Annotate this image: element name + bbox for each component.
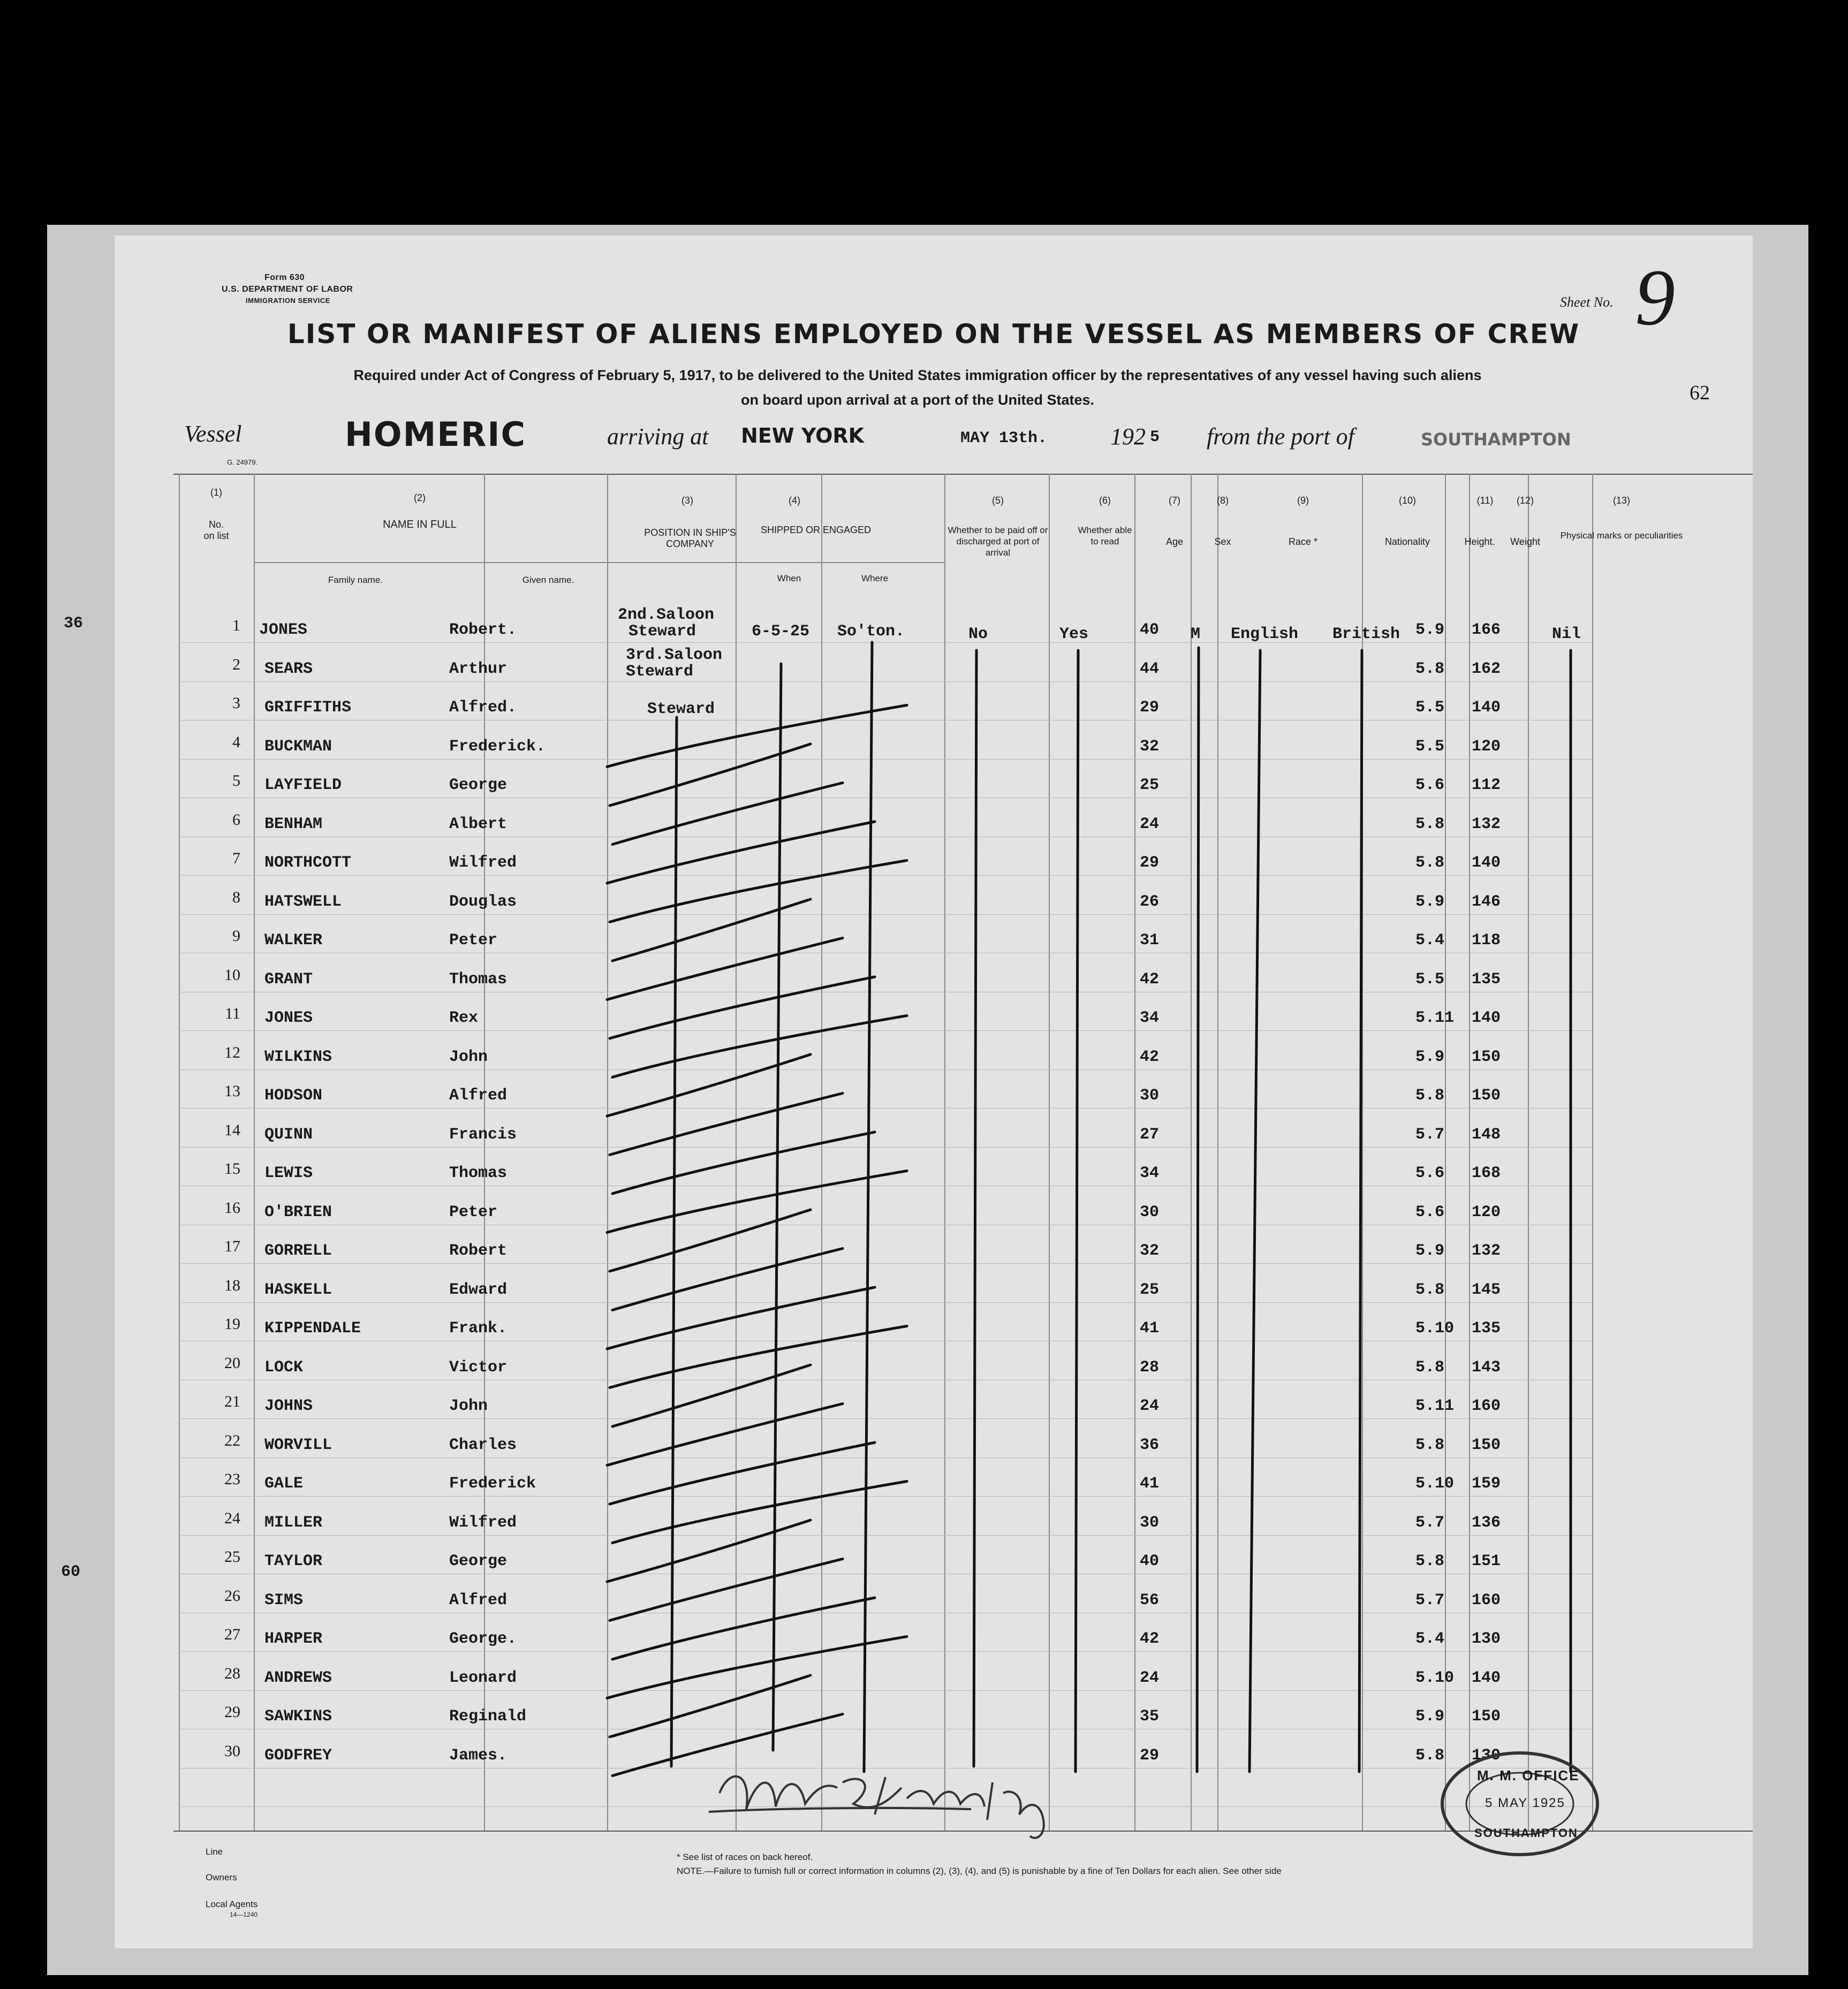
row-23-age: 41 xyxy=(1140,1475,1160,1493)
row-21-given: John xyxy=(449,1397,488,1415)
row-2-family: SEARS xyxy=(264,659,313,678)
row-3-position: Steward xyxy=(647,700,715,718)
row-2-given: Arthur xyxy=(449,659,508,678)
row-13-age: 30 xyxy=(1140,1087,1160,1105)
row-2-weight: 162 xyxy=(1472,659,1501,678)
row-13-weight: 150 xyxy=(1472,1087,1501,1105)
row-7-given: Wilfred xyxy=(449,854,517,872)
row-2-position-line-2: Steward xyxy=(626,663,694,681)
margin-note-top: 36 xyxy=(64,614,84,633)
row-30-family: GODFREY xyxy=(264,1746,332,1765)
when-header: When xyxy=(777,573,801,583)
row-25-no: 25 xyxy=(224,1548,240,1566)
row-4-height: 5.5 xyxy=(1415,737,1445,756)
row-13-no: 13 xyxy=(224,1082,240,1100)
row-29-height: 5.9 xyxy=(1415,1707,1445,1726)
footer-owners-label: Owners xyxy=(206,1872,237,1882)
row-10-age: 42 xyxy=(1140,970,1160,989)
row-26-height: 5.7 xyxy=(1415,1591,1445,1610)
row-8-given: Douglas xyxy=(449,892,517,911)
row-22-height: 5.8 xyxy=(1415,1436,1445,1454)
row-18-age: 25 xyxy=(1140,1280,1160,1299)
row-4-age: 32 xyxy=(1140,737,1160,756)
row-16-no: 16 xyxy=(224,1198,240,1217)
col-12-number: (12) xyxy=(1516,495,1534,506)
row-3-given: Alfred. xyxy=(449,699,517,717)
row-6-height: 5.8 xyxy=(1415,815,1445,833)
row-7-no: 7 xyxy=(232,849,240,867)
row-28-given: Leonard xyxy=(449,1668,517,1687)
col-3-header: POSITION IN SHIP'S COMPANY xyxy=(644,527,736,549)
row-9-given: Peter xyxy=(449,931,498,950)
row-5-age: 25 xyxy=(1140,776,1160,794)
row-11-weight: 140 xyxy=(1472,1009,1501,1027)
row-15-no: 15 xyxy=(224,1160,240,1178)
row-5-no: 5 xyxy=(232,772,240,789)
row-3-age: 29 xyxy=(1140,699,1160,717)
row-3-weight: 140 xyxy=(1472,699,1501,717)
col-12-header: Weight xyxy=(1510,536,1540,547)
from-label: from the port of xyxy=(1207,423,1354,450)
col-10-number: (10) xyxy=(1398,495,1416,506)
row-22-no: 22 xyxy=(224,1431,240,1449)
row-27-height: 5.4 xyxy=(1415,1630,1445,1648)
row-1-height: 5.9 xyxy=(1415,621,1445,639)
row-1-paid-off: No xyxy=(968,625,988,643)
row-16-height: 5.6 xyxy=(1415,1203,1445,1221)
row-21-age: 24 xyxy=(1140,1397,1160,1415)
family-name-header: Family name. xyxy=(328,575,383,585)
manifest-sheet xyxy=(61,236,1753,1948)
ditto-marks xyxy=(115,236,1753,1948)
department-name: U.S. DEPARTMENT OF LABOR xyxy=(222,285,353,294)
row-15-age: 34 xyxy=(1140,1164,1160,1182)
row-1-able-to-read: Yes xyxy=(1059,625,1089,643)
row-17-age: 32 xyxy=(1140,1242,1160,1260)
row-22-weight: 150 xyxy=(1472,1436,1501,1454)
row-23-no: 23 xyxy=(224,1470,240,1488)
row-18-no: 18 xyxy=(224,1276,240,1294)
col-10-header: Nationality xyxy=(1384,536,1430,547)
col-5-number: (5) xyxy=(992,495,1004,506)
arrival-date: MAY 13th. xyxy=(960,429,1048,447)
row-14-given: Francis xyxy=(449,1125,517,1144)
row-19-age: 41 xyxy=(1140,1319,1160,1338)
row-13-family: HODSON xyxy=(264,1087,323,1105)
row-17-given: Robert xyxy=(449,1242,508,1260)
row-25-given: George xyxy=(449,1552,508,1570)
row-21-weight: 160 xyxy=(1472,1397,1501,1415)
row-1-shipped-when: 6-5-25 xyxy=(752,622,810,641)
row-1-position-line-2: Steward xyxy=(628,622,696,641)
where-header: Where xyxy=(861,573,889,583)
row-16-age: 30 xyxy=(1140,1203,1160,1221)
row-29-given: Reginald xyxy=(449,1707,527,1726)
col-4-number: (4) xyxy=(789,495,800,506)
row-20-given: Victor xyxy=(449,1358,508,1377)
row-12-family: WILKINS xyxy=(264,1047,332,1066)
col-11-number: (11) xyxy=(1476,495,1494,506)
row-7-family: NORTHCOTT xyxy=(264,854,352,872)
inspector-signature xyxy=(709,1777,1044,1838)
vessel-label: Vessel xyxy=(184,421,242,447)
row-1-no: 1 xyxy=(232,617,240,634)
row-21-height: 5.11 xyxy=(1415,1397,1455,1415)
row-27-age: 42 xyxy=(1140,1630,1160,1648)
row-11-no: 11 xyxy=(225,1005,240,1022)
row-18-height: 5.8 xyxy=(1415,1280,1445,1299)
col-13-number: (13) xyxy=(1612,495,1630,506)
row-17-height: 5.9 xyxy=(1415,1242,1445,1260)
subtitle-line-2: on board upon arrival at a port of the United States. xyxy=(740,392,1095,408)
row-26-given: Alfred xyxy=(449,1591,508,1610)
row-25-weight: 151 xyxy=(1472,1552,1501,1570)
row-11-family: JONES xyxy=(264,1009,313,1027)
row-15-given: Thomas xyxy=(449,1164,508,1182)
row-26-weight: 160 xyxy=(1472,1591,1501,1610)
row-18-family: HASKELL xyxy=(264,1280,332,1299)
row-18-given: Edward xyxy=(449,1280,508,1299)
stamp-bottom-text: SOUTHAMPTON xyxy=(1474,1826,1578,1840)
row-5-height: 5.6 xyxy=(1415,776,1445,794)
departure-port: SOUTHAMPTON xyxy=(1421,429,1571,450)
sheet-label: Sheet No. xyxy=(1560,294,1614,310)
row-10-weight: 135 xyxy=(1472,970,1501,989)
row-10-height: 5.5 xyxy=(1415,970,1445,989)
row-2-position-line-1: 3rd.Saloon xyxy=(626,646,723,664)
row-8-age: 26 xyxy=(1140,892,1160,911)
row-16-weight: 120 xyxy=(1472,1203,1501,1221)
row-10-no: 10 xyxy=(224,966,240,984)
row-3-family: GRIFFITHS xyxy=(264,699,352,717)
row-14-family: QUINN xyxy=(264,1125,313,1144)
stamp-date: 5 MAY 1925 xyxy=(1485,1796,1565,1810)
col-4-header: SHIPPED OR ENGAGED xyxy=(760,525,872,535)
row-17-weight: 132 xyxy=(1472,1242,1501,1260)
col-13-header: Physical marks or peculiarities xyxy=(1560,530,1683,541)
row-1-weight: 166 xyxy=(1472,621,1501,639)
row-24-height: 5.7 xyxy=(1415,1513,1445,1532)
row-2-age: 44 xyxy=(1140,659,1160,678)
row-2-height: 5.8 xyxy=(1415,659,1445,678)
row-1-nationality: British xyxy=(1332,625,1400,643)
row-20-no: 20 xyxy=(224,1354,240,1372)
row-4-weight: 120 xyxy=(1472,737,1501,756)
row-27-no: 27 xyxy=(224,1626,240,1643)
row-29-no: 29 xyxy=(224,1703,240,1721)
row-11-height: 5.11 xyxy=(1415,1009,1455,1027)
row-27-weight: 130 xyxy=(1472,1630,1501,1648)
year-suffix: 5 xyxy=(1150,428,1160,446)
row-24-age: 30 xyxy=(1140,1513,1160,1532)
row-26-age: 56 xyxy=(1140,1591,1160,1610)
row-27-family: HARPER xyxy=(264,1630,323,1648)
row-30-no: 30 xyxy=(224,1742,240,1760)
page-number: 62 xyxy=(1690,382,1710,404)
row-28-no: 28 xyxy=(224,1664,240,1682)
col-6-number: (6) xyxy=(1099,495,1111,506)
row-28-height: 5.10 xyxy=(1415,1668,1455,1687)
row-5-given: George xyxy=(449,776,508,794)
row-30-given: James. xyxy=(449,1746,508,1765)
col-3-number: (3) xyxy=(681,495,693,506)
footer-line-label: Line xyxy=(206,1847,223,1857)
row-19-height: 5.10 xyxy=(1415,1319,1455,1338)
row-9-weight: 118 xyxy=(1472,931,1501,950)
margin-note-bottom: 60 xyxy=(61,1563,81,1581)
row-15-height: 5.6 xyxy=(1415,1164,1445,1182)
vessel-name: HOMERIC xyxy=(345,415,526,454)
row-8-weight: 146 xyxy=(1472,892,1501,911)
row-1-race: English xyxy=(1231,625,1299,643)
row-28-weight: 140 xyxy=(1472,1668,1501,1687)
col-7-number: (7) xyxy=(1169,495,1180,506)
row-29-family: SAWKINS xyxy=(264,1707,332,1726)
row-22-family: WORVILL xyxy=(264,1436,332,1454)
col-1-number: (1) xyxy=(210,487,222,498)
row-11-given: Rex xyxy=(449,1009,479,1027)
row-17-no: 17 xyxy=(224,1238,240,1255)
row-6-family: BENHAM xyxy=(264,815,323,833)
row-19-family: KIPPENDALE xyxy=(264,1319,361,1338)
row-5-family: LAYFIELD xyxy=(264,776,342,794)
row-15-weight: 168 xyxy=(1472,1164,1501,1182)
col-8-number: (8) xyxy=(1217,495,1229,506)
col-2-header: NAME IN FULL xyxy=(383,519,457,530)
form-number: Form 630 xyxy=(264,273,305,282)
row-5-weight: 112 xyxy=(1472,776,1501,794)
row-20-age: 28 xyxy=(1140,1358,1160,1377)
row-26-no: 26 xyxy=(224,1586,240,1605)
row-27-given: George. xyxy=(449,1630,517,1648)
row-16-given: Peter xyxy=(449,1203,498,1221)
row-30-weight: 130 xyxy=(1472,1746,1501,1765)
row-22-given: Charles xyxy=(449,1436,517,1454)
row-20-family: LOCK xyxy=(264,1358,304,1377)
form-code: G. 24979. xyxy=(227,458,258,466)
row-25-height: 5.8 xyxy=(1415,1552,1445,1570)
row-7-weight: 140 xyxy=(1472,854,1501,872)
row-9-height: 5.4 xyxy=(1415,931,1445,950)
row-23-family: GALE xyxy=(264,1475,304,1493)
subtitle-line-1: Required under Act of Congress of February 5, 1917, to be delivered to the United States immigration officer by the representatives of any vessel having such aliens xyxy=(353,367,1482,383)
row-8-family: HATSWELL xyxy=(264,892,342,911)
sheet-number: 9 xyxy=(1635,253,1675,342)
row-8-no: 8 xyxy=(232,888,240,906)
row-23-height: 5.10 xyxy=(1415,1475,1455,1493)
row-9-family: WALKER xyxy=(264,931,323,950)
row-17-family: GORRELL xyxy=(264,1242,332,1260)
col-8-header: Sex xyxy=(1214,536,1231,547)
row-29-weight: 150 xyxy=(1472,1707,1501,1726)
col-2-number: (2) xyxy=(414,492,426,503)
col-11-header: Height. xyxy=(1464,536,1495,547)
row-6-age: 24 xyxy=(1140,815,1160,833)
row-9-no: 9 xyxy=(232,927,240,945)
row-10-family: GRANT xyxy=(264,970,313,989)
manifest-title: LIST OR MANIFEST OF ALIENS EMPLOYED ON THE VESSEL AS MEMBERS OF CREW xyxy=(287,318,1580,350)
row-29-age: 35 xyxy=(1140,1707,1160,1726)
col-1-header: No. on list xyxy=(203,519,229,541)
row-19-given: Frank. xyxy=(449,1319,508,1338)
row-14-no: 14 xyxy=(224,1121,240,1139)
row-28-age: 24 xyxy=(1140,1668,1160,1687)
row-11-age: 34 xyxy=(1140,1009,1160,1027)
row-1-position-line-1: 2nd.Saloon xyxy=(618,606,715,624)
row-21-no: 21 xyxy=(224,1393,240,1410)
row-12-weight: 150 xyxy=(1472,1047,1501,1066)
stamp-top-text: M. M. OFFICE xyxy=(1477,1767,1580,1783)
year-prefix: 192 xyxy=(1110,423,1146,450)
col-5-header: Whether to be paid off or discharged at port of arrival xyxy=(948,525,1048,558)
row-10-given: Thomas xyxy=(449,970,508,989)
row-21-family: JOHNS xyxy=(264,1397,313,1415)
row-6-weight: 132 xyxy=(1472,815,1501,833)
row-20-height: 5.8 xyxy=(1415,1358,1445,1377)
row-14-height: 5.7 xyxy=(1415,1125,1445,1144)
row-30-height: 5.8 xyxy=(1415,1746,1445,1765)
row-1-age: 40 xyxy=(1140,621,1160,639)
row-12-no: 12 xyxy=(224,1043,240,1061)
row-6-no: 6 xyxy=(232,810,240,829)
footer-form-code: 14—1240 xyxy=(230,1911,258,1918)
row-4-family: BUCKMAN xyxy=(264,737,332,756)
col-9-number: (9) xyxy=(1297,495,1309,506)
given-name-header: Given name. xyxy=(522,575,574,585)
row-23-given: Frederick xyxy=(449,1475,536,1493)
row-24-no: 24 xyxy=(224,1509,240,1527)
row-24-family: MILLER xyxy=(264,1513,323,1532)
row-3-height: 5.5 xyxy=(1415,699,1445,717)
col-7-header: Age xyxy=(1165,536,1184,547)
row-24-given: Wilfred xyxy=(449,1513,517,1532)
penalty-note: NOTE.—Failure to furnish full or correct information in columns (2), (3), (4), and (5) is punishable by a fine of Ten Dollars for each alien. See other side xyxy=(677,1866,1282,1876)
row-12-age: 42 xyxy=(1140,1047,1160,1066)
row-13-given: Alfred xyxy=(449,1087,508,1105)
row-13-height: 5.8 xyxy=(1415,1087,1445,1105)
row-24-weight: 136 xyxy=(1472,1513,1501,1532)
row-7-age: 29 xyxy=(1140,854,1160,872)
row-8-height: 5.9 xyxy=(1415,892,1445,911)
row-22-age: 36 xyxy=(1140,1436,1160,1454)
row-9-age: 31 xyxy=(1140,931,1160,950)
arriving-label: arriving at xyxy=(607,423,709,450)
row-6-given: Albert xyxy=(449,815,508,833)
row-20-weight: 143 xyxy=(1472,1358,1501,1377)
row-12-height: 5.9 xyxy=(1415,1047,1445,1066)
col-9-header: Race * xyxy=(1288,536,1318,547)
row-1-given: Robert. xyxy=(449,621,517,639)
row-28-family: ANDREWS xyxy=(264,1668,332,1687)
row-4-given: Frederick. xyxy=(449,737,546,756)
row-3-no: 3 xyxy=(232,694,240,712)
row-14-weight: 148 xyxy=(1472,1125,1501,1144)
col-6-header: Whether able to read xyxy=(1078,525,1132,546)
row-2-no: 2 xyxy=(232,655,240,673)
row-25-family: TAYLOR xyxy=(264,1552,323,1570)
row-23-weight: 159 xyxy=(1472,1475,1501,1493)
row-7-height: 5.8 xyxy=(1415,854,1445,872)
row-1-family: JONES xyxy=(259,621,308,639)
row-1-shipped-where: So'ton. xyxy=(837,622,905,641)
row-1-sex: M xyxy=(1191,625,1201,643)
row-18-weight: 145 xyxy=(1472,1280,1501,1299)
row-30-age: 29 xyxy=(1140,1746,1160,1765)
row-19-no: 19 xyxy=(224,1315,240,1333)
row-19-weight: 135 xyxy=(1472,1319,1501,1338)
row-25-age: 40 xyxy=(1140,1552,1160,1570)
row-16-family: O'BRIEN xyxy=(264,1203,332,1221)
row-4-no: 4 xyxy=(232,733,240,751)
arrival-port: NEW YORK xyxy=(741,424,865,447)
row-26-family: SIMS xyxy=(264,1591,304,1610)
races-note: * See list of races on back hereof. xyxy=(677,1852,813,1862)
footer-agents-label: Local Agents xyxy=(206,1899,258,1909)
row-1-physical-marks: Nil xyxy=(1552,625,1581,643)
row-15-family: LEWIS xyxy=(264,1164,313,1182)
service-name: IMMIGRATION SERVICE xyxy=(246,297,330,305)
row-12-given: John xyxy=(449,1047,488,1066)
row-14-age: 27 xyxy=(1140,1125,1160,1144)
